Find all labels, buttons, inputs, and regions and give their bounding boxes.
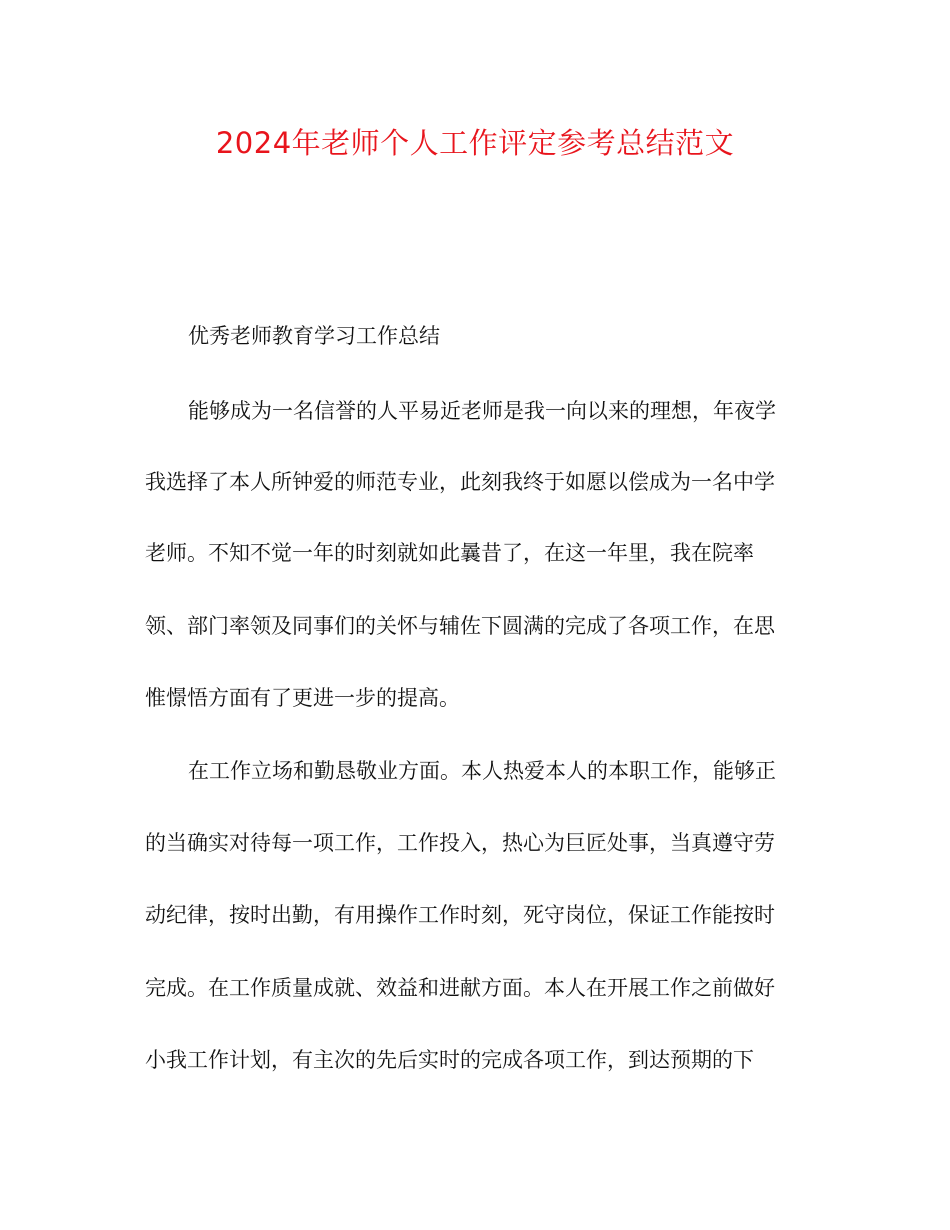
section-heading: 优秀老师教育学习工作总结 [188, 324, 440, 348]
paragraph-line: 惟憬悟方面有了更进一步的提高。 [145, 686, 460, 710]
paragraph-line: 能够成为一名信誉的人平易近老师是我一向以来的理想，年夜学 [188, 399, 776, 423]
paragraph-line: 小我工作计划，有主次的先后实时的完成各项工作，到达预期的下 [145, 1048, 754, 1072]
paragraph-line: 我选择了本人所钟爱的师范专业，此刻我终于如愿以偿成为一名中学 [145, 470, 775, 494]
paragraph-line: 在工作立场和勤恳敬业方面。本人热爱本人的本职工作，能够正 [188, 759, 776, 783]
document-title: 2024年老师个人工作评定参考总结范文 [215, 126, 735, 160]
paragraph-line: 领、部门率领及同事们的关怀与辅佐下圆满的完成了各项工作，在思 [145, 614, 775, 638]
paragraph-line: 完成。在工作质量成就、效益和进献方面。本人在开展工作之前做好 [145, 976, 775, 1000]
paragraph-line: 的当确实对待每一项工作，工作投入，热心为巨匠处事，当真遵守劳 [145, 831, 775, 855]
paragraph-line: 老师。不知不觉一年的时刻就如此曩昔了，在这一年里，我在院率 [145, 541, 754, 565]
paragraph-line: 动纪律，按时出勤，有用操作工作时刻，死守岗位，保证工作能按时 [145, 903, 775, 927]
